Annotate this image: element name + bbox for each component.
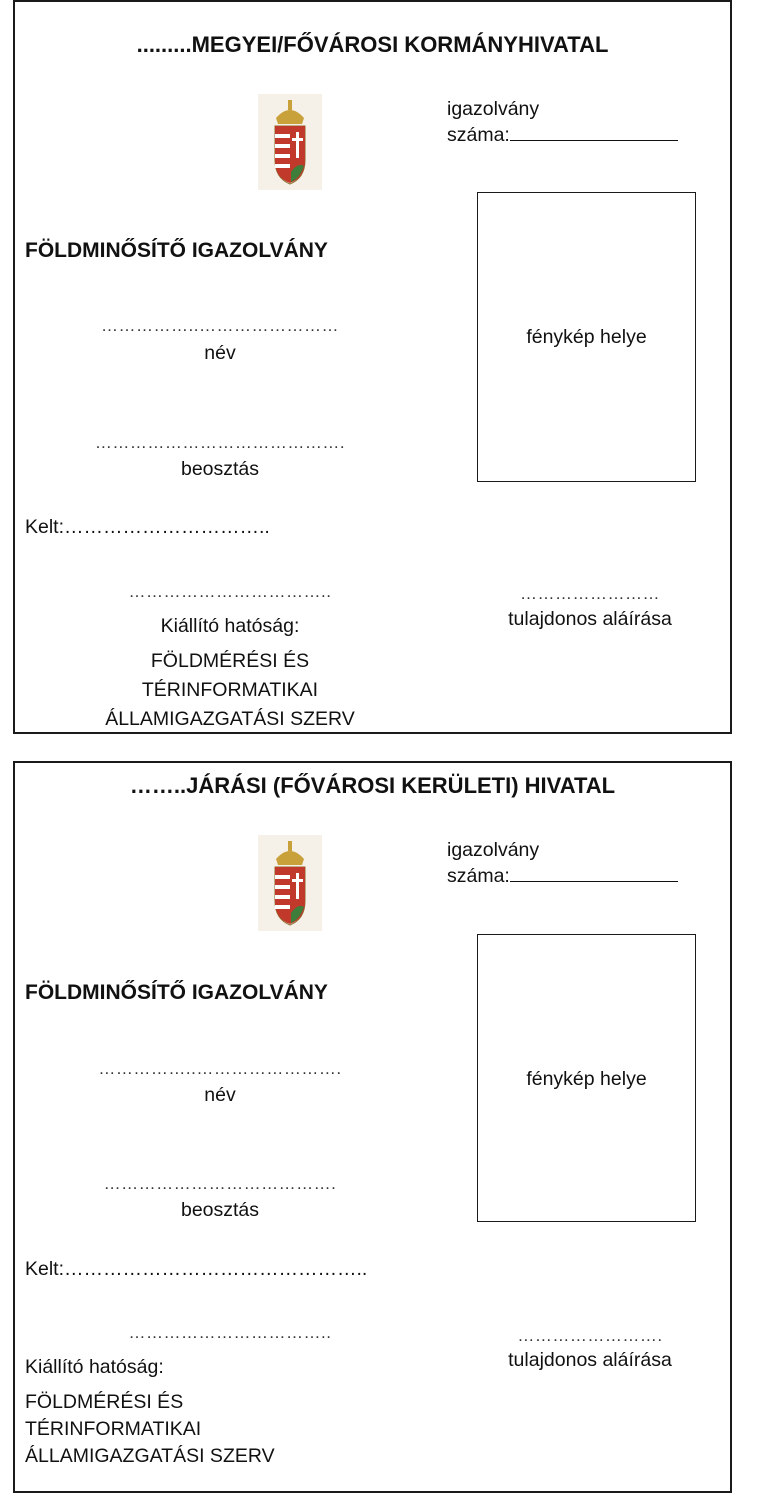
document-title: FÖLDMINŐSÍTŐ IGAZOLVÁNY [25,239,328,262]
photo-placeholder [477,192,696,482]
authority-label: Kiállító hatóság: [160,615,300,637]
signature-dots: …………………… [520,584,660,603]
name-label: név [204,1084,236,1106]
id-number-label-2: száma: [447,124,510,146]
authority-name-line-1: FÖLDMÉRÉSI ÉS [150,650,310,672]
office-title: .........MEGYEI/FŐVÁROSI KORMÁNYHIVATAL [136,32,609,57]
id-number-label-2: száma: [447,865,510,887]
office-title: ……..JÁRÁSI (FŐVÁROSI KERÜLETI) HIVATAL [129,773,616,798]
authority-dots: …………………………….. [128,582,332,601]
date-field: Kelt:……………………………………….. [25,1258,368,1280]
photo-label: fénykép helye [526,326,647,348]
signature-label: tulajdonos aláírása [508,1349,672,1371]
coat-of-arms-icon [258,835,322,931]
signature-dots: ……………………. [517,1326,663,1345]
id-number-field [447,863,678,889]
authority-label: Kiállító hatóság: [25,1356,164,1378]
photo-placeholder [477,934,696,1222]
photo-label: fénykép helye [526,1068,647,1090]
position-label: beosztás [180,1199,260,1221]
document-title: FÖLDMINŐSÍTŐ IGAZOLVÁNY [25,981,328,1004]
authority-name-line-2: TÉRINFORMATIKAI [141,679,319,701]
authority-name-line-3: ÁLLAMIGAZGATÁSI SZERV [25,1445,275,1467]
id-card-district [13,761,732,1493]
position-dots: ……………………………………. [94,433,346,452]
authority-name-line-3: ÁLLAMIGAZGATÁSI SZERV [105,708,355,730]
date-field: Kelt:………………………….. [25,516,270,538]
id-number-label: igazolvány [447,98,540,120]
authority-name-line-1: FÖLDMÉRÉSI ÉS [25,1391,184,1413]
id-number-line [510,122,678,141]
position-dots: …………………………………. [103,1174,337,1193]
id-number-field [447,122,678,148]
coat-of-arms-icon [258,94,322,190]
name-label: név [204,342,236,364]
name-dots: ……………..…………………… [101,316,339,335]
id-number-line [510,863,678,882]
position-label: beosztás [180,458,260,480]
signature-label: tulajdonos aláírása [508,608,672,630]
name-dots: ……………..……………………. [98,1059,342,1078]
authority-dots: …………………………….. [128,1323,332,1342]
id-card-county [13,0,732,734]
authority-name-line-2: TÉRINFORMATIKAI [25,1418,202,1440]
id-number-label: igazolvány [447,839,540,861]
